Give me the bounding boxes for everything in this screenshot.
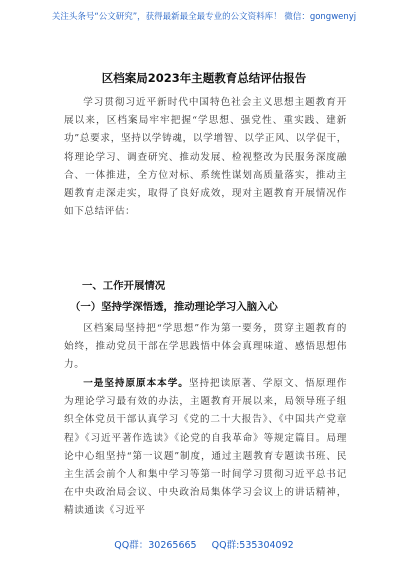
body-paragraph-2 (64, 375, 347, 521)
body-paragraph: 区档案局坚持把“学思想”作为第一要务，贯穿主题教育的始终，推动党员干部在学思践悟中体会真理味道、感悟思想伟力。 (64, 323, 347, 371)
paragraph-body: 坚持把读原著、学原文、悟原理作为理论学习最有效的办法，主题教育开展以来，局领导班子组织全体党员干部认真学习《党的二十大报告》、《中国共产党章程》《习近平著作选读》《论党的自我革命》等规定篇目。局理论中心组坚持“第一议题”制度，通过主题教育专题读书班、民主生活会前个人和集中学习等第一时间学习贯彻习近平总书记在中央政治局会议、中央政治局集体学习会议上的讲话精神，精读通读《习近平 (64, 378, 348, 517)
footer-contacts (0, 537, 408, 551)
intro-paragraph: 学习贯彻习近平新时代中国特色社会主义思想主题教育开展以来，区档案局牢牢把握“学思想、强党性、重实践、建新功”总要求，坚持以学铸魂，以学增智、以学正风、以学促干，将理论学习、调查研究、推动发展、检视整改为民服务深度融合、一体推进，全方位对标、系统性谋划高质量落实，推动主题教育走深走实，取得了良好成效，现对主题教育开展情况作如下总结评估： (64, 97, 347, 218)
paragraph-lead: 一是坚持原原本本学。 (83, 378, 189, 389)
subsection-heading: （一）坚持学深悟透，推动理论学习入脑入心 (70, 301, 278, 313)
document-title: 区档案局2023年主题教育总结评估报告 (101, 71, 307, 85)
section-heading: 一、工作开展情况 (82, 280, 166, 292)
qq-group-1: QQ群：30265665 (114, 540, 197, 551)
promo-banner: 关注头条号“公文研究”，获得最新最全最专业的公文资料库！ 微信：gongwenyj (51, 12, 357, 22)
qq-group-2: QQ群:535304092 (211, 540, 294, 551)
